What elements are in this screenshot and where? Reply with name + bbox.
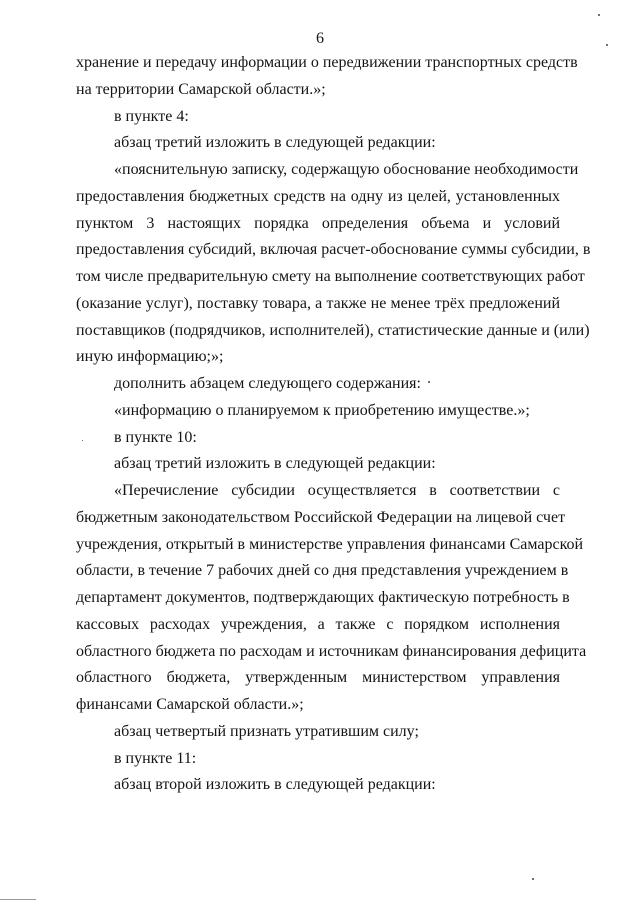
scan-speck bbox=[598, 14, 600, 16]
text-line: учреждения, открытый в министерстве управления финансами Самарской bbox=[76, 535, 584, 553]
text-line: абзац четвертый признать утратившим силу; bbox=[114, 722, 419, 740]
text-line: «Перечисление субсидии осуществляется в соответствии с bbox=[114, 482, 560, 499]
scan-speck bbox=[0, 899, 36, 900]
text-line: областного бюджета по расходам и источникам финансирования дефицита bbox=[76, 642, 587, 660]
text-line: финансами Самарской области.»; bbox=[76, 696, 304, 713]
text-line: абзац третий изложить в следующей редакции: bbox=[114, 455, 436, 473]
text-line: абзац третий изложить в следующей редакции: bbox=[114, 134, 436, 152]
text-line: в пункте 10: bbox=[114, 428, 197, 446]
text-line: том числе предварительную смету на выполнение соответствующих работ bbox=[76, 268, 585, 285]
text-line: на территории Самарской области.»; bbox=[76, 80, 326, 98]
text-line: хранение и передачу информации о передвижении транспортных средств bbox=[76, 54, 578, 71]
scan-speck bbox=[82, 440, 83, 441]
text-line: департамент документов, подтверждающих фактическую потребность в bbox=[76, 589, 570, 606]
text-line: иную информацию;»; bbox=[76, 348, 224, 366]
text-line: областного бюджета, утвержденным министерством управления bbox=[76, 669, 560, 687]
text-line: предоставления субсидий, включая расчет-обоснование суммы субсидии, в bbox=[76, 241, 591, 259]
text-line: в пункте 4: bbox=[114, 107, 189, 125]
text-line: (оказание услуг), поставку товара, а также не менее трёх предложений bbox=[76, 294, 560, 312]
text-line: пунктом 3 настоящих порядка определения объема и условий bbox=[76, 214, 560, 232]
text-line: «информацию о планируемом к приобретению имуществе.»; bbox=[114, 401, 530, 419]
document-body bbox=[76, 50, 591, 799]
page-number: 6 bbox=[316, 30, 324, 47]
scan-speck bbox=[428, 381, 430, 383]
text-line: области, в течение 7 рабочих дней со дня представления учреждением в bbox=[76, 562, 569, 580]
text-line: дополнить абзацем следующего содержания: bbox=[114, 375, 421, 392]
scan-speck bbox=[532, 878, 534, 880]
text-line: абзац второй изложить в следующей редакции: bbox=[114, 776, 436, 794]
scan-speck bbox=[606, 44, 608, 46]
text-line: бюджетным законодательством Российской Федерации на лицевой счет bbox=[76, 508, 566, 526]
text-line: кассовых расходах учреждения, а также с порядком исполнения bbox=[76, 615, 560, 633]
text-line: «пояснительную записку, содержащую обоснование необходимости bbox=[114, 161, 579, 178]
text-line: в пункте 11: bbox=[114, 749, 197, 767]
text-line: поставщиков (подрядчиков, исполнителей), статистические данные и (или) bbox=[76, 321, 590, 339]
text-line: предоставления бюджетных средств на одну из целей, установленных bbox=[76, 187, 560, 205]
